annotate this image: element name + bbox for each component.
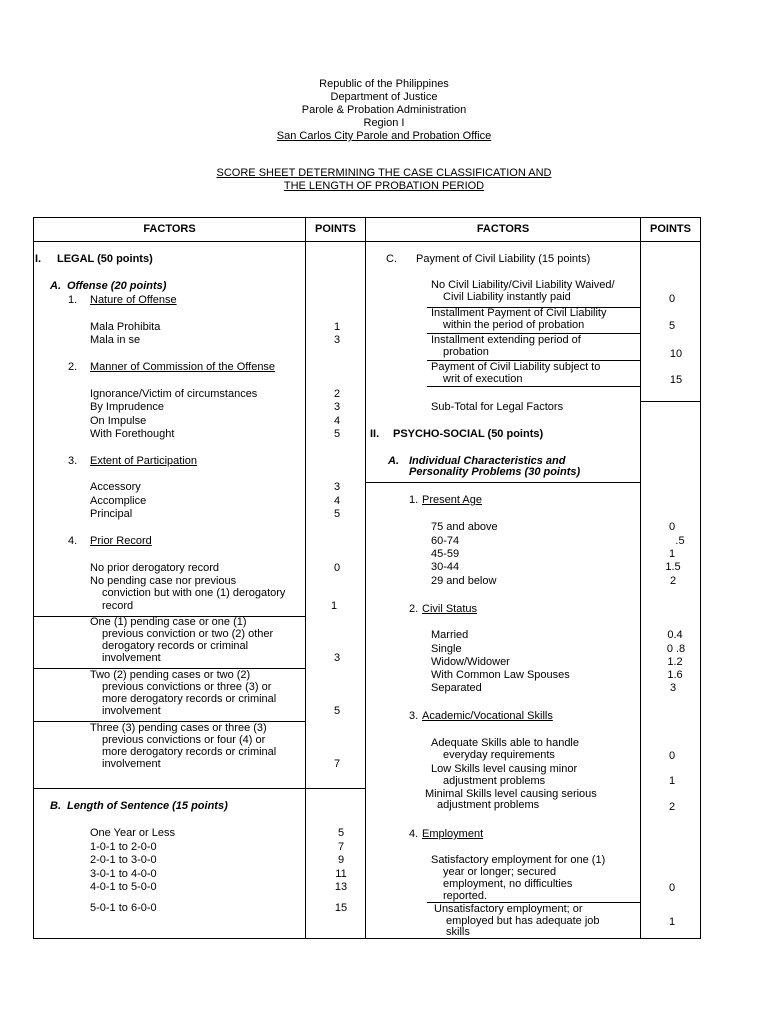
civil-status-item-label: Married — [431, 629, 469, 641]
civil-heading: Payment of Civil Liability (15 points) — [416, 253, 591, 265]
sentence-item-label: 1-0-1 to 2-0-0 — [90, 841, 157, 853]
offense-heading: Offense (20 points) — [67, 280, 167, 292]
prior-item-line: One (1) pending case or one (1) — [90, 616, 247, 628]
skills-item-line: Low Skills level causing minor — [431, 763, 578, 775]
civil-status-item-label: Widow/Widower — [431, 656, 510, 668]
sentence-item-points: 15 — [334, 902, 348, 914]
nature-item-points: 1 — [333, 321, 341, 333]
employment-item-line: skills — [446, 926, 470, 938]
extent-item-label: Accomplice — [90, 495, 147, 507]
document-title-line2: THE LENGTH OF PROBATION PERIOD — [283, 180, 485, 192]
manner-item-label: On Impulse — [90, 415, 147, 427]
nature-item-label: Mala Prohibita — [90, 321, 161, 333]
psycho-number: II. — [370, 428, 380, 440]
extent-number: 3. — [68, 455, 78, 467]
document-title-line1: SCORE SHEET DETERMINING THE CASE CLASSIFICATION AND — [216, 167, 552, 179]
skills-item-points: 0 — [668, 750, 676, 762]
prior-item-line: conviction but with one (1) derogatory — [102, 587, 286, 599]
civil-item-points: 0 — [668, 293, 676, 305]
indiv-heading-line2: Personality Problems (30 points) — [409, 466, 581, 478]
prior-item-line: Two (2) pending cases or two (2) — [90, 669, 251, 681]
civil-status-item-points: 1.2 — [667, 656, 683, 668]
prior-title: Prior Record — [90, 535, 152, 547]
length-letter: B. — [50, 800, 61, 812]
civil-status-item-points: 0.4 — [667, 629, 683, 641]
skills-item-line: Adequate Skills able to handle — [431, 737, 579, 749]
employment-item-line: employment, no difficulties — [443, 878, 573, 890]
points-header-left: POINTS — [315, 223, 356, 235]
skills-item-line: adjustment problems — [443, 775, 546, 787]
civil-status-item-label: Single — [431, 643, 462, 655]
employment-item-line: reported. — [443, 890, 488, 902]
nature-number: 1. — [68, 294, 78, 306]
skills-item-line: everyday requirements — [443, 749, 555, 761]
civil-status-item-points: 1.6 — [667, 669, 683, 681]
manner-item-points: 4 — [333, 415, 341, 427]
prior-item-line: previous convictions or four (4) or — [102, 734, 266, 746]
age-item-points: 1 — [668, 548, 676, 560]
factors-header-right: FACTORS — [476, 223, 530, 235]
factors-header-left: FACTORS — [143, 223, 196, 235]
sentence-item-points: 13 — [334, 881, 348, 893]
prior-item-line: record — [102, 600, 134, 612]
skills-title: Academic/Vocational Skills — [422, 710, 553, 722]
prior-item-line: No pending case nor previous — [90, 575, 237, 587]
extent-title: Extent of Participation — [90, 455, 198, 467]
prior-item-line: involvement — [102, 758, 161, 770]
psycho-heading: PSYCHO-SOCIAL (50 points) — [393, 428, 544, 440]
civil-status-title: Civil Status — [422, 603, 478, 615]
header-region: Region I — [363, 117, 405, 129]
civil-status-item-points: 3 — [669, 682, 677, 694]
header-office: San Carlos City Parole and Probation Office — [276, 130, 492, 142]
indiv-letter: A. — [388, 455, 399, 467]
prior-item-line: previous conviction or two (2) other — [102, 628, 274, 640]
prior-item-points: 7 — [333, 758, 341, 770]
manner-item-points: 5 — [333, 428, 341, 440]
civil-item-line: Installment extending period of — [431, 334, 581, 346]
sentence-item-points: 11 — [335, 868, 347, 880]
civil-status-number: 2. — [409, 603, 419, 615]
employment-title: Employment — [422, 828, 484, 840]
sentence-item-label: 4-0-1 to 5-0-0 — [90, 881, 157, 893]
sentence-item-label: 5-0-1 to 6-0-0 — [90, 902, 157, 914]
skills-number: 3. — [409, 710, 419, 722]
prior-item-line: involvement — [102, 652, 161, 664]
age-number: 1. — [409, 494, 419, 506]
prior-item-label: No prior derogatory record — [90, 562, 220, 574]
extent-item-label: Accessory — [90, 481, 141, 493]
nature-item-label: Mala in se — [90, 334, 141, 346]
civil-item-line: writ of execution — [443, 373, 523, 385]
sentence-item-points: 5 — [337, 827, 345, 839]
prior-item-line: previous convictions or three (3) or — [102, 681, 272, 693]
manner-item-label: Ignorance/Victim of circumstances — [90, 388, 258, 400]
employment-item-line: Unsatisfactory employment; or — [434, 903, 583, 915]
prior-item-line: involvement — [102, 705, 161, 717]
sentence-item-points: 7 — [337, 841, 345, 853]
civil-item-points: 10 — [669, 348, 683, 360]
civil-status-item-points: 0 .8 — [666, 643, 686, 655]
civil-status-item-label: With Common Law Spouses — [431, 669, 570, 681]
sentence-item-points: 9 — [337, 854, 345, 866]
age-item-points: 2 — [669, 575, 677, 587]
age-item-label: 45-59 — [431, 548, 460, 560]
age-item-label: 30-44 — [431, 561, 460, 573]
age-item-label: 60-74 — [431, 535, 460, 547]
age-title: Present Age — [422, 494, 482, 506]
manner-item-label: With Forethought — [90, 428, 175, 440]
subtotal-label: Sub-Total for Legal Factors — [431, 401, 564, 413]
prior-item-line: more derogatory records or criminal — [102, 693, 277, 705]
skills-item-points: 2 — [668, 801, 676, 813]
civil-status-item-label: Separated — [431, 682, 482, 694]
prior-item-line: more derogatory records or criminal — [102, 746, 277, 758]
prior-item-line: Three (3) pending cases or three (3) — [90, 722, 267, 734]
offense-letter: A. — [50, 280, 61, 292]
employment-item-line: employed but has adequate job — [446, 915, 600, 927]
extent-item-points: 5 — [333, 508, 341, 520]
civil-item-line: Installment Payment of Civil Liability — [431, 307, 607, 319]
skills-item-line: adjustment problems — [437, 799, 540, 811]
prior-item-points: 3 — [333, 652, 341, 664]
manner-item-points: 2 — [333, 388, 341, 400]
nature-title: Nature of Offense — [90, 294, 177, 306]
age-item-points: 0 — [668, 521, 676, 533]
civil-item-line: No Civil Liability/Civil Liability Waived/ — [431, 279, 615, 291]
nature-item-points: 3 — [333, 334, 341, 346]
employment-item-line: year or longer; secured — [443, 866, 557, 878]
extent-item-points: 4 — [333, 495, 341, 507]
prior-item-points: 5 — [333, 705, 341, 717]
length-heading: Length of Sentence (15 points) — [67, 800, 228, 812]
indiv-heading-line1: Individual Characteristics and — [409, 455, 566, 467]
manner-item-label: By Imprudence — [90, 401, 164, 413]
employment-item-line: Satisfactory employment for one (1) — [431, 854, 606, 866]
age-item-label: 29 and below — [431, 575, 497, 587]
prior-item-points: 1 — [330, 600, 338, 612]
skills-item-points: 1 — [668, 775, 676, 787]
civil-item-points: 15 — [669, 374, 683, 386]
extent-item-points: 3 — [333, 481, 341, 493]
employment-item-points: 1 — [668, 916, 676, 928]
age-item-points: 1.5 — [665, 561, 681, 573]
extent-item-label: Principal — [90, 508, 133, 520]
civil-letter: C. — [386, 253, 397, 265]
sentence-item-label: 3-0-1 to 4-0-0 — [90, 868, 157, 880]
legal-heading: LEGAL (50 points) — [57, 253, 153, 265]
manner-item-points: 3 — [333, 401, 341, 413]
legal-number: I. — [35, 253, 42, 265]
header-republic: Republic of the Philippines — [319, 78, 449, 90]
age-item-label: 75 and above — [431, 521, 498, 533]
header-administration: Parole & Probation Administration — [301, 104, 467, 116]
sentence-item-label: 2-0-1 to 3-0-0 — [90, 854, 157, 866]
civil-item-line: within the period of probation — [443, 319, 585, 331]
employment-item-points: 0 — [668, 882, 676, 894]
employment-number: 4. — [409, 828, 419, 840]
civil-item-points: 5 — [668, 320, 676, 332]
manner-number: 2. — [68, 361, 78, 373]
sentence-item-label: One Year or Less — [90, 827, 176, 839]
points-header-right: POINTS — [650, 223, 691, 235]
civil-item-line: probation — [443, 346, 489, 358]
header-department: Department of Justice — [330, 91, 438, 103]
prior-number: 4. — [68, 535, 78, 547]
prior-item-points: 0 — [333, 562, 341, 574]
skills-item-line: Minimal Skills level causing serious — [425, 788, 597, 800]
prior-item-line: derogatory records or criminal — [102, 640, 249, 652]
manner-title: Manner of Commission of the Offense — [90, 361, 276, 373]
civil-item-line: Payment of Civil Liability subject to — [431, 361, 601, 373]
civil-item-line: Civil Liability instantly paid — [443, 291, 571, 303]
age-item-points: .5 — [675, 535, 685, 547]
